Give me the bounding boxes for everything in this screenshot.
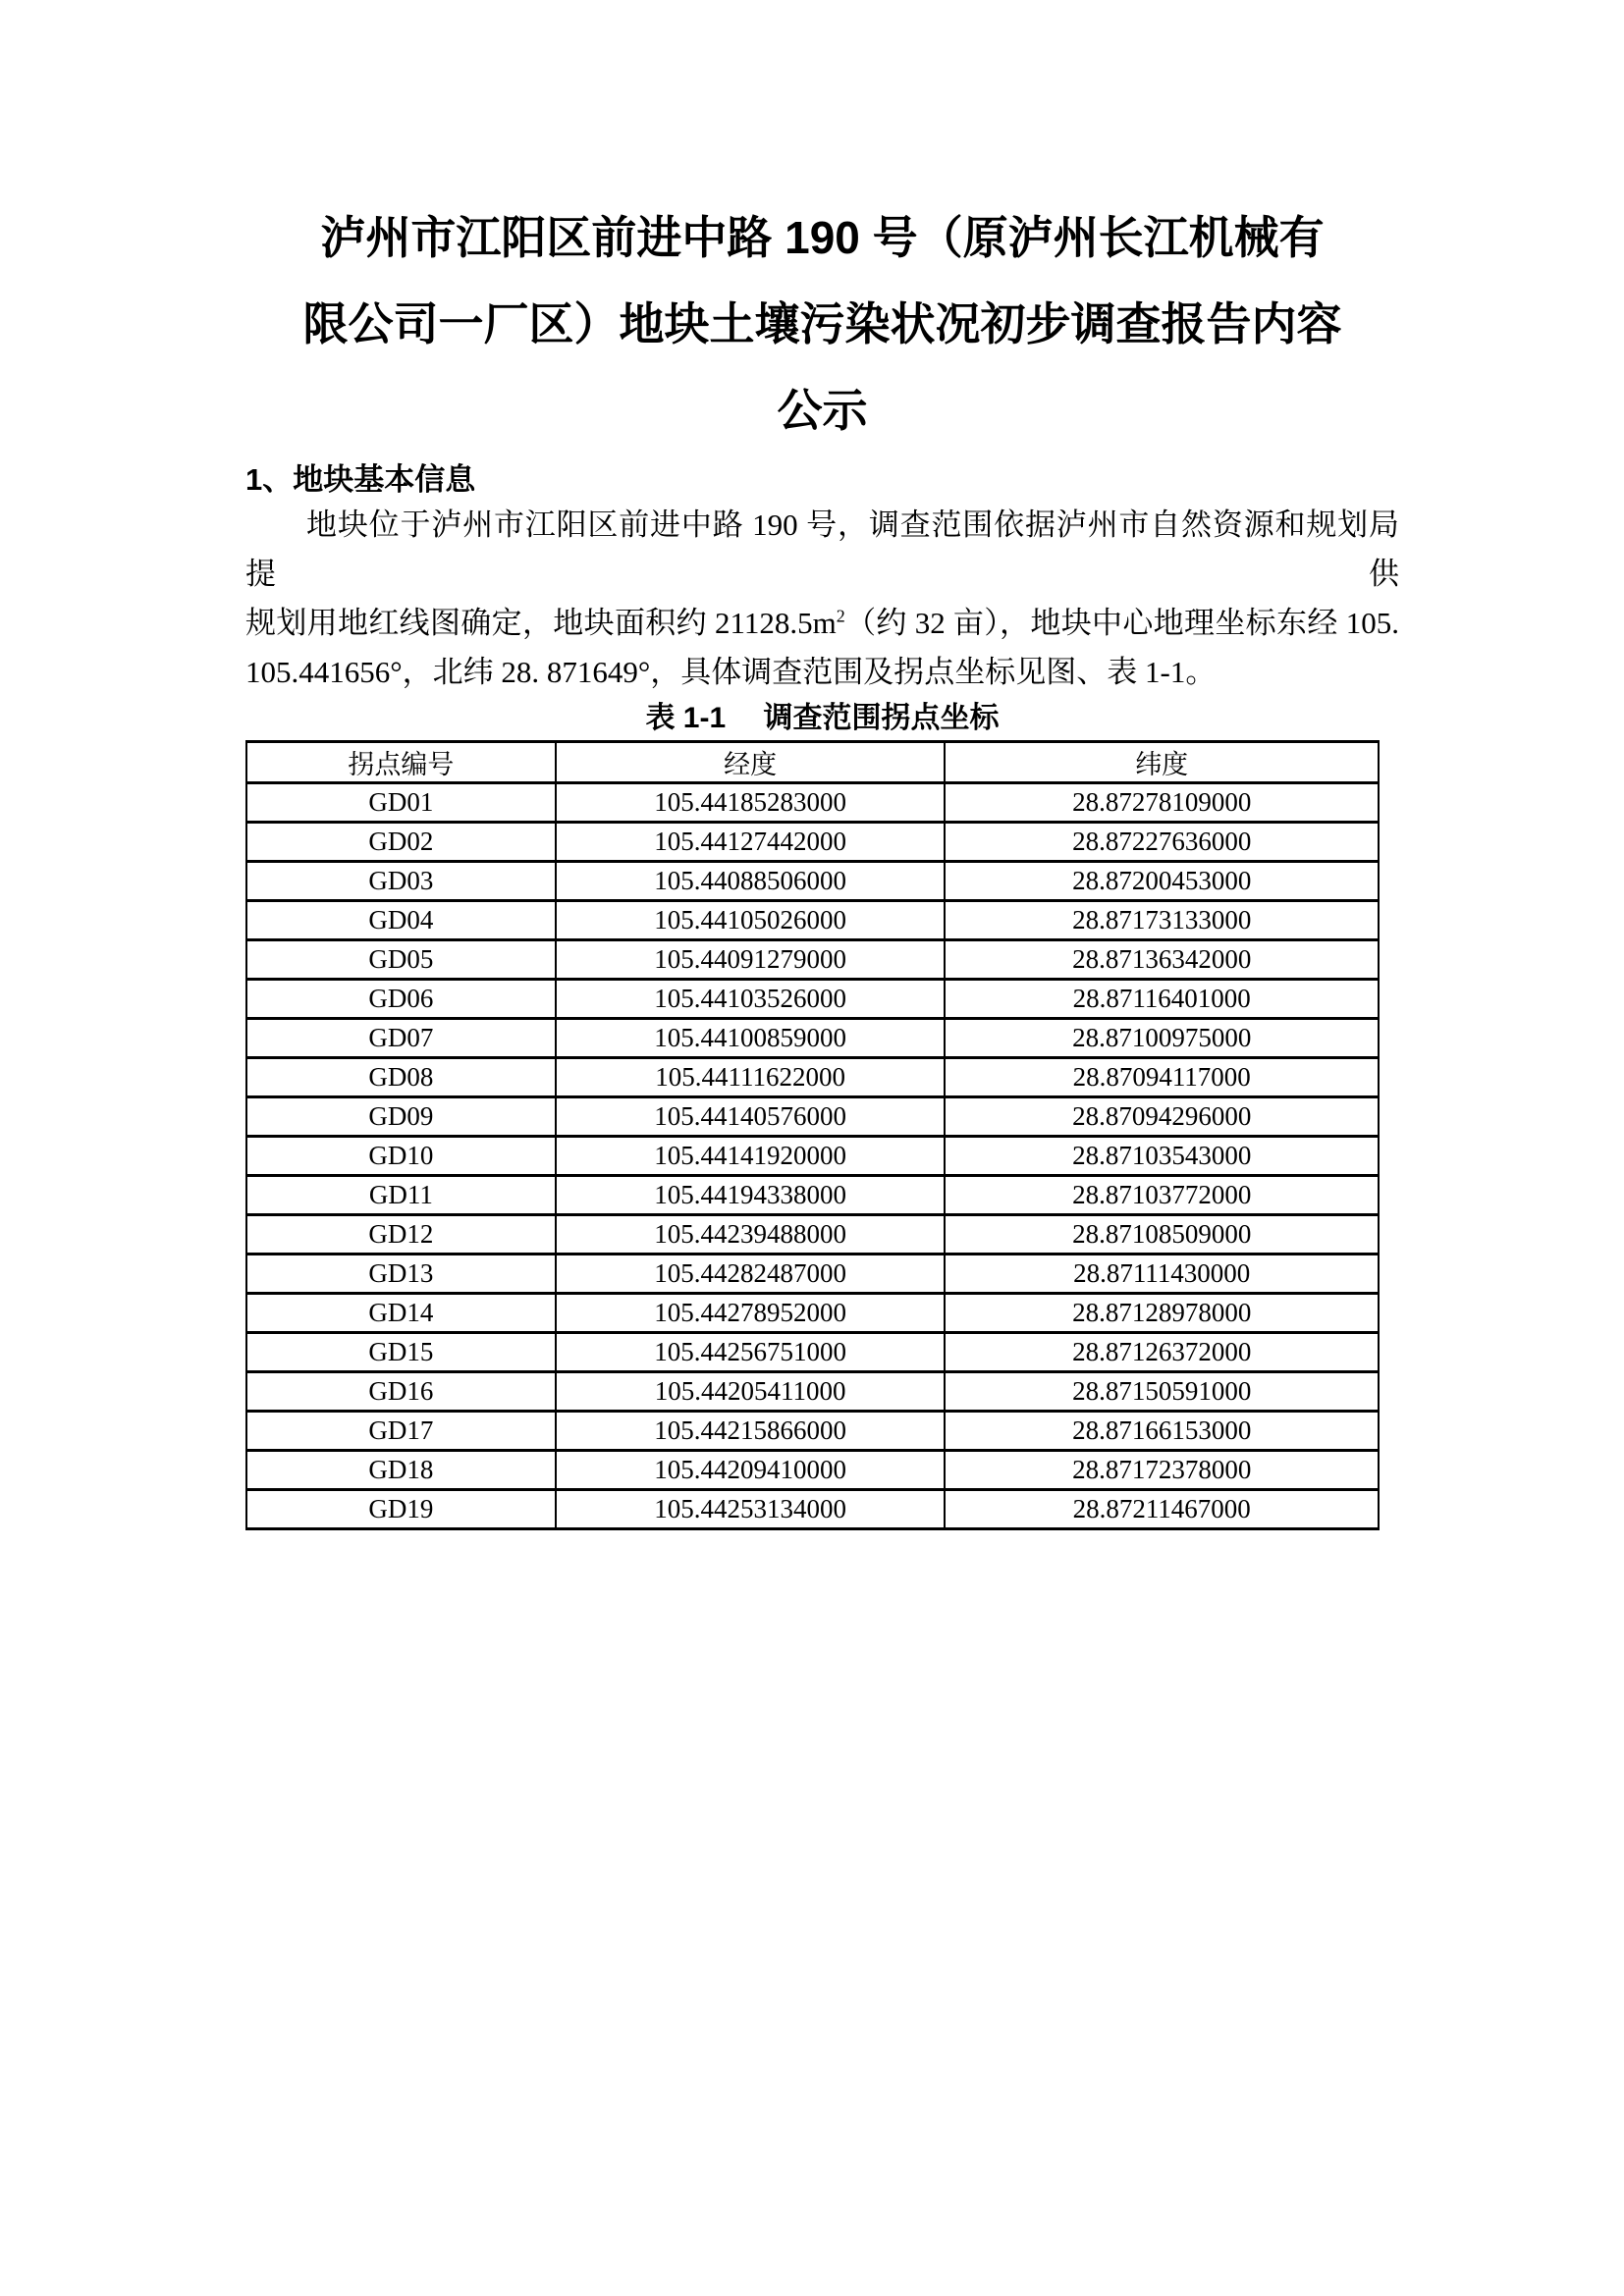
latitude-cell: 28.87173133000: [945, 901, 1379, 940]
longitude-cell: 105.44278952000: [556, 1294, 946, 1333]
table-row: [246, 1372, 1379, 1412]
latitude-cell: 28.87227636000: [945, 823, 1379, 862]
table-header-row: [246, 742, 1379, 783]
paragraph-line-1: 地块位于泸州市江阳区前进中路 190 号，调查范围依据泸州市自然资源和规划局提供: [245, 507, 1399, 591]
point-id-cell: GD02: [246, 823, 556, 862]
table-row: [246, 1255, 1379, 1294]
point-id-cell: GD07: [246, 1019, 556, 1058]
point-id-cell: GD06: [246, 980, 556, 1019]
body-paragraph: [245, 501, 1399, 697]
longitude-cell: 105.44209410000: [556, 1451, 946, 1490]
table-row: [246, 940, 1379, 980]
paragraph-line-2: [245, 599, 1399, 648]
longitude-cell: 105.44239488000: [556, 1215, 946, 1255]
point-id-cell: GD03: [246, 862, 556, 901]
longitude-cell: 105.44091279000: [556, 940, 946, 980]
paragraph-line-2-text: 规划用地红线图确定，地块面积约 21128.5m: [245, 606, 837, 640]
longitude-cell: 105.44105026000: [556, 901, 946, 940]
table-row: [246, 980, 1379, 1019]
point-id-cell: GD11: [246, 1176, 556, 1215]
latitude-cell: 28.87211467000: [945, 1490, 1379, 1529]
latitude-cell: 28.87136342000: [945, 940, 1379, 980]
point-id-cell: GD01: [246, 783, 556, 823]
point-id-cell: GD17: [246, 1412, 556, 1451]
longitude-cell: 105.44111622000: [556, 1058, 946, 1097]
title-line-1: 泸州市江阳区前进中路 190 号（原泸州长江机械有: [320, 212, 1325, 263]
header-longitude: 经度: [556, 742, 946, 783]
latitude-cell: 28.87172378000: [945, 1451, 1379, 1490]
longitude-cell: 105.44194338000: [556, 1176, 946, 1215]
title-line-2: 限公司一厂区）地块土壤污染状况初步调查报告内容: [302, 298, 1342, 349]
point-id-cell: GD09: [246, 1097, 556, 1137]
latitude-cell: 28.87108509000: [945, 1215, 1379, 1255]
title-line-3: 公示: [777, 385, 868, 436]
longitude-cell: 105.44140576000: [556, 1097, 946, 1137]
longitude-cell: 105.44256751000: [556, 1333, 946, 1372]
point-id-cell: GD14: [246, 1294, 556, 1333]
table-caption-text: 调查范围拐点坐标: [763, 702, 1000, 734]
point-id-cell: GD08: [246, 1058, 556, 1097]
table-row: [246, 823, 1379, 862]
coordinate-table: [245, 740, 1380, 1530]
document-content: [245, 0, 1399, 1530]
table-row: [246, 783, 1379, 823]
table-row: [246, 1176, 1379, 1215]
latitude-cell: 28.87278109000: [945, 783, 1379, 823]
coordinate-table-body: [246, 783, 1379, 1529]
table-caption-label: 表 1-1: [645, 702, 727, 734]
header-latitude: 纬度: [945, 742, 1379, 783]
table-row: [246, 1412, 1379, 1451]
point-id-cell: GD16: [246, 1372, 556, 1412]
point-id-cell: GD04: [246, 901, 556, 940]
table-row: [246, 1097, 1379, 1137]
longitude-cell: 105.44205411000: [556, 1372, 946, 1412]
latitude-cell: 28.87094296000: [945, 1097, 1379, 1137]
section-heading: 1、地块基本信息: [245, 462, 476, 497]
latitude-cell: 28.87116401000: [945, 980, 1379, 1019]
point-id-cell: GD12: [246, 1215, 556, 1255]
latitude-cell: 28.87111430000: [945, 1255, 1379, 1294]
point-id-cell: GD18: [246, 1451, 556, 1490]
longitude-cell: 105.44100859000: [556, 1019, 946, 1058]
header-point-id: 拐点编号: [246, 742, 556, 783]
longitude-cell: 105.44185283000: [556, 783, 946, 823]
longitude-cell: 105.44282487000: [556, 1255, 946, 1294]
longitude-cell: 105.44127442000: [556, 823, 946, 862]
point-id-cell: GD10: [246, 1137, 556, 1176]
latitude-cell: 28.87128978000: [945, 1294, 1379, 1333]
table-row: [246, 1019, 1379, 1058]
document-title: [245, 0, 1399, 454]
table-row: [246, 1058, 1379, 1097]
longitude-cell: 105.44141920000: [556, 1137, 946, 1176]
table-row: [246, 1215, 1379, 1255]
table-row: [246, 1451, 1379, 1490]
longitude-cell: 105.44215866000: [556, 1412, 946, 1451]
latitude-cell: 28.87103772000: [945, 1176, 1379, 1215]
latitude-cell: 28.87166153000: [945, 1412, 1379, 1451]
paragraph-line-3: 105.441656°，北纬 28. 871649°，具体调查范围及拐点坐标见图、表 1-1。: [245, 655, 1217, 689]
latitude-cell: 28.87200453000: [945, 862, 1379, 901]
square-meter-superscript: 2: [836, 606, 845, 626]
table-caption: [245, 699, 1399, 738]
latitude-cell: 28.87100975000: [945, 1019, 1379, 1058]
table-row: [246, 1333, 1379, 1372]
table-row: [246, 862, 1379, 901]
latitude-cell: 28.87126372000: [945, 1333, 1379, 1372]
paragraph-line-2-rest: （约 32 亩），地块中心地理坐标东经 105.: [844, 606, 1399, 640]
table-row: [246, 901, 1379, 940]
longitude-cell: 105.44088506000: [556, 862, 946, 901]
table-row: [246, 1294, 1379, 1333]
point-id-cell: GD15: [246, 1333, 556, 1372]
point-id-cell: GD13: [246, 1255, 556, 1294]
point-id-cell: GD05: [246, 940, 556, 980]
longitude-cell: 105.44253134000: [556, 1490, 946, 1529]
longitude-cell: 105.44103526000: [556, 980, 946, 1019]
latitude-cell: 28.87103543000: [945, 1137, 1379, 1176]
table-row: [246, 1137, 1379, 1176]
table-row: [246, 1490, 1379, 1529]
latitude-cell: 28.87094117000: [945, 1058, 1379, 1097]
latitude-cell: 28.87150591000: [945, 1372, 1379, 1412]
point-id-cell: GD19: [246, 1490, 556, 1529]
